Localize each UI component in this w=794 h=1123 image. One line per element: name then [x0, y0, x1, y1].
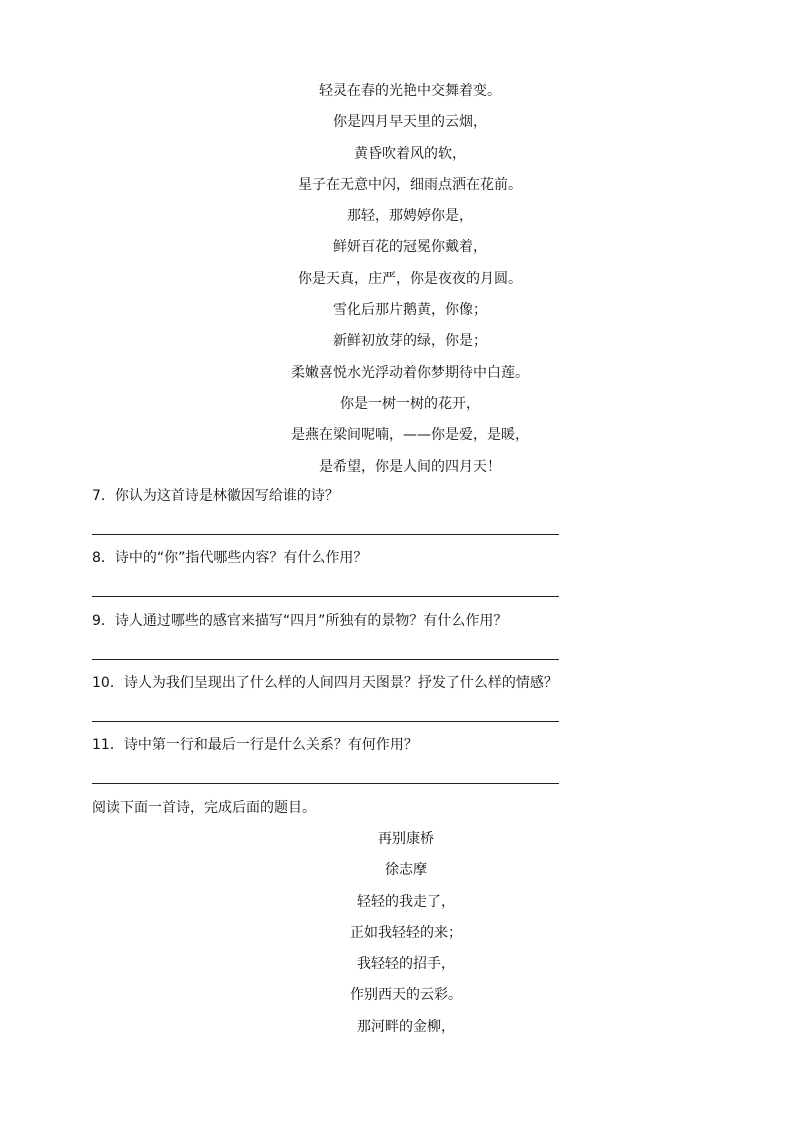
poem-author: 徐志摩: [385, 862, 427, 879]
poem-line: 雪化后那片鹅黄，你像；: [333, 302, 487, 319]
poem-line: 轻轻的我走了，: [357, 893, 455, 910]
question-text: 11．诗中第一行和最后一行是什么关系？有何作用？: [92, 737, 418, 754]
poem-line: 正如我轻轻的来；: [350, 924, 462, 941]
answer-line[interactable]: [92, 721, 559, 722]
answer-line[interactable]: [92, 534, 559, 535]
poem-line: 新鲜初放芽的绿，你是；: [333, 333, 487, 350]
question-list: [92, 485, 692, 796]
poem-line: 是希望，你是人间的四月天！: [319, 458, 501, 475]
poem-line: 轻灵在春的光艳中交舞着变。: [319, 83, 501, 99]
poem-excerpt: [0, 80, 794, 487]
question-text: 8．诗中的“你”指代哪些内容？有什么作用？: [92, 550, 368, 567]
question-item: [92, 610, 692, 672]
poem-line: 你是四月早天里的云烟，: [333, 114, 487, 131]
poem-line: 那轻，那娉婷你是，: [347, 208, 473, 225]
question-item: [92, 672, 692, 734]
second-poem: [0, 828, 794, 1047]
poem-line: 鲜妍百花的冠冕你戴着，: [333, 239, 487, 256]
poem-line: 黄昏吹着风的软，: [354, 145, 466, 162]
poem-line: 柔嫩喜悦水光浮动着你梦期待中白莲。: [291, 364, 529, 381]
poem-line: 那河畔的金柳，: [357, 1018, 455, 1035]
question-item: [92, 734, 692, 796]
question-text: 9．诗人通过哪些的感官来描写“四月”所独有的景物？有什么作用？: [92, 612, 508, 629]
question-item: [92, 547, 692, 609]
answer-line[interactable]: [92, 596, 559, 597]
poem-title: 再别康桥: [378, 831, 434, 847]
answer-line[interactable]: [92, 783, 559, 784]
question-item: [92, 485, 692, 547]
question-text: 10．诗人为我们呈现出了什么样的人间四月天图景？抒发了什么样的情感？: [92, 674, 558, 691]
question-text: 7．你认为这首诗是林徽因写给谁的诗？: [92, 488, 339, 504]
poem-line: 你是天真，庄严，你是夜夜的月圆。: [298, 270, 522, 287]
poem-line: 是燕在梁间呢喃，——你是爱，是暖，: [291, 427, 529, 444]
poem-line: 星子在无意中闪，细雨点洒在花前。: [298, 176, 522, 193]
poem-line: 作别西天的云彩。: [350, 987, 462, 1004]
poem-line: 我轻轻的招手，: [357, 956, 455, 973]
reading-instruction: 阅读下面一首诗，完成后面的题目。: [92, 800, 316, 816]
answer-line[interactable]: [92, 659, 559, 660]
poem-line: 你是一树一树的花开，: [340, 395, 480, 412]
